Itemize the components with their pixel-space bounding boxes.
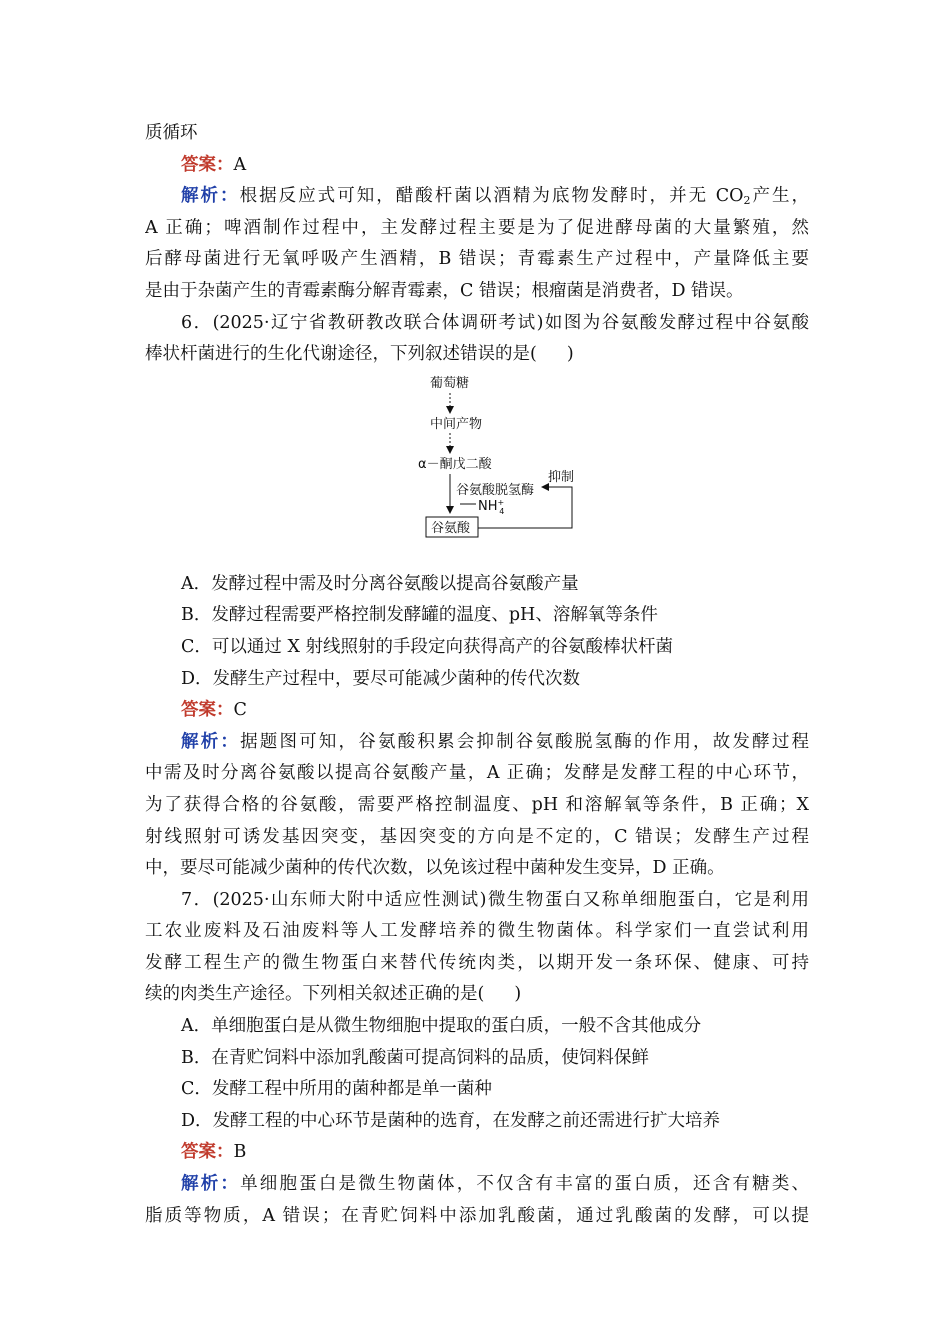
- q7-stem-line: 工农业废料及石油废料等人工发酵培养的微生物菌体。科学家们一直尝试利用: [145, 921, 809, 942]
- explanation-label: 解析：: [181, 731, 241, 752]
- q5-explanation-line: 是由于杂菌产生的青霉素酶分解青霉素，C 错误；根瘤菌是消费者，D 错误。: [145, 280, 744, 301]
- q7-option: A．单细胞蛋白是从微生物细胞中提取的蛋白质，一般不含其他成分: [181, 1016, 702, 1037]
- q6-option: A．发酵过程中需及时分离谷氨酸以提高谷氨酸产量: [181, 573, 579, 594]
- answer-value: B: [233, 1142, 247, 1163]
- explanation-label: 解析：: [181, 1174, 241, 1195]
- q5-answer: [145, 150, 809, 182]
- q6-explanation-line: 中，要尽可能减少菌种的传代次数，以免该过程中菌种发生变异，D 正确。: [145, 858, 725, 879]
- paren-close: ): [566, 344, 574, 365]
- explanation-text: 据题图可知，谷氨酸积累会抑制谷氨酸脱氢酶的作用，故发酵过程: [240, 731, 809, 752]
- label-inhibit: 抑制: [548, 469, 575, 485]
- answer-label: 答案：: [181, 1142, 234, 1163]
- explanation-text: 根据反应式可知，醋酸杆菌以酒精为底物发酵时，并无 CO: [239, 186, 744, 207]
- node-alpha-ketoglutarate: α－酮戊二酸: [418, 456, 492, 472]
- stem-text: 续的肉类生产途径。下列相关叙述正确的是(: [145, 984, 485, 1005]
- q5-explanation-line: 后酵母菌进行无氧呼吸产生酒精，B 错误；青霉素生产过程中，产量降低主要: [145, 249, 809, 270]
- q7-stem-line: [145, 979, 809, 1011]
- q7-answer: [145, 1137, 809, 1169]
- explanation-label: 解析：: [181, 186, 240, 207]
- q7-stem-line: 7．(2025·山东师大附中适应性测试)微生物蛋白又称单细胞蛋白，它是利用: [181, 889, 809, 910]
- label-ammonium: NH+ 4: [478, 497, 505, 516]
- q7-option: B．在青贮饲料中添加乳酸菌可提高饲料的品质，使饲料保鲜: [181, 1047, 649, 1068]
- explanation-text: 产生，: [750, 186, 809, 207]
- answer-label: 答案：: [181, 154, 234, 175]
- q5-explanation-line: A 正确；啤酒制作过程中，主发酵过程主要是为了促进酵母菌的大量繁殖，然: [145, 217, 809, 238]
- metabolic-pathway-figure: [145, 371, 809, 569]
- answer-value: C: [233, 700, 247, 721]
- pathway-diagram: [400, 371, 580, 567]
- node-intermediate: 中间产物: [430, 416, 483, 432]
- q5-explanation-line: [145, 181, 809, 213]
- node-glutamate: 谷氨酸: [431, 520, 471, 536]
- answer-label: 答案：: [181, 700, 234, 721]
- q7-option: D．发酵工程的中心环节是菌种的选育，在发酵之前还需进行扩大培养: [181, 1110, 721, 1131]
- text-line: 质循环: [145, 123, 198, 143]
- paren-close: ): [514, 984, 522, 1005]
- answer-value: A: [233, 154, 247, 175]
- q6-stem-line: 6．(2025·辽宁省教研教改联合体调研考试)如图为谷氨酸发酵过程中谷氨酸: [181, 312, 809, 333]
- q6-explanation-line: 射线照射可诱发基因突变，基因突变的方向是不定的，C 错误；发酵生产过程: [145, 826, 809, 847]
- q6-option: C．可以通过 X 射线照射的手段定向获得高产的谷氨酸棒状杆菌: [181, 636, 673, 657]
- q6-option: B．发酵过程需要严格控制发酵罐的温度、pH、溶解氧等条件: [181, 605, 658, 626]
- q7-explanation-line: 脂质等物质，A 错误；在青贮饲料中添加乳酸菌，通过乳酸菌的发酵，可以提: [145, 1205, 809, 1226]
- q7-stem-line: 发酵工程生产的微生物蛋白来替代传统肉类，以期开发一条环保、健康、可持: [145, 952, 809, 973]
- q6-answer: [145, 695, 809, 727]
- label-enzyme: 谷氨酸脱氢酶: [456, 482, 535, 498]
- document-page: [145, 118, 809, 1232]
- node-glucose: 葡萄糖: [430, 375, 470, 391]
- q7-option: C．发酵工程中所用的菌种都是单一菌种: [181, 1079, 492, 1100]
- explanation-text: 单细胞蛋白是微生物菌体，不仅含有丰富的蛋白质，还含有糖类、: [240, 1174, 809, 1195]
- q6-explanation-line: [145, 727, 809, 759]
- stem-text: 棒状杆菌进行的生化代谢途径，下列叙述错误的是(: [145, 344, 537, 365]
- q6-option: D．发酵生产过程中，要尽可能减少菌种的传代次数: [181, 668, 581, 689]
- q7-explanation-line: [145, 1169, 809, 1201]
- q6-explanation-line: 为了获得合格的谷氨酸，需要严格控制温度、pH 和溶解氧等条件，B 正确；X: [145, 794, 809, 815]
- q6-explanation-line: 中需及时分离谷氨酸以提高谷氨酸产量，A 正确；发酵是发酵工程的中心环节，: [145, 763, 809, 784]
- subscript: 2: [743, 194, 751, 208]
- q6-stem-line: [145, 339, 809, 371]
